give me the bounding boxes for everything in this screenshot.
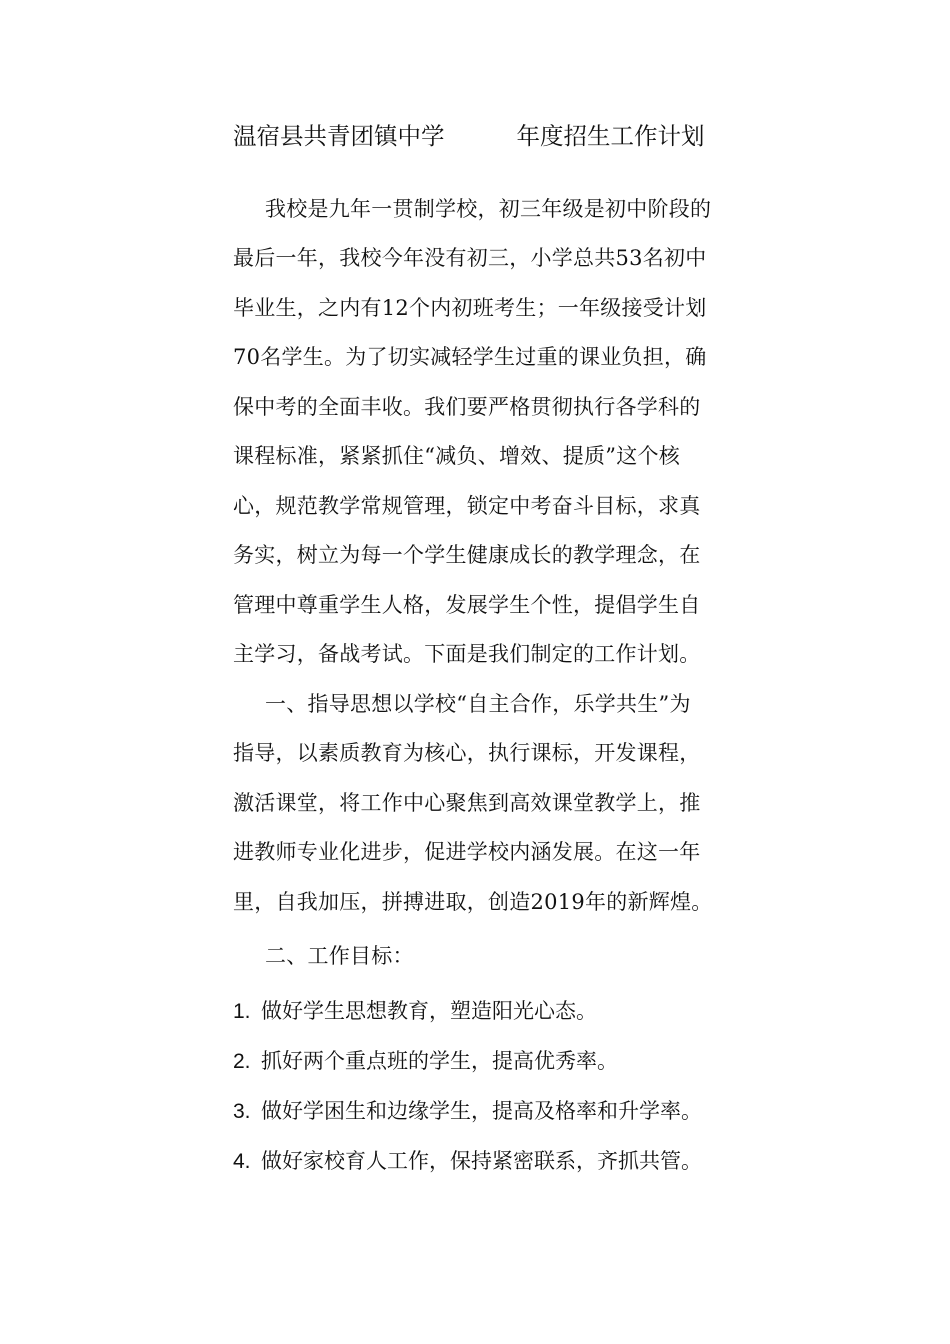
goal-text: 做好学生思想教育，塑造阳光心态。	[261, 999, 597, 1023]
document-title	[233, 116, 753, 156]
paragraph-1-line: 心，规范教学常规管理，锁定中考奋斗目标，求真	[233, 494, 701, 518]
goal-list-item	[233, 1041, 618, 1081]
goal-list-item	[233, 991, 597, 1031]
paragraph-2-line: 激活课堂，将工作中心聚焦到高效课堂教学上，推	[233, 791, 701, 815]
paragraph-1-line: 主学习，备战考试。下面是我们制定的工作计划。	[233, 642, 701, 666]
paragraph-2-line: 里，自我加压，拼搏进取，创造2019年的新辉煌。	[233, 890, 713, 914]
paragraph-1-line: 最后一年，我校今年没有初三，小学总共53名初中	[233, 246, 707, 270]
goal-text: 做好家校育人工作，保持紧密联系，齐抓共管。	[261, 1149, 702, 1173]
paragraph-2-line: 进教师专业化进步，促进学校内涵发展。在这一年	[233, 840, 701, 864]
title-plan-name: 年度招生工作计划	[516, 122, 705, 150]
goal-list-item	[233, 1091, 702, 1131]
goal-number: 4.	[233, 1150, 251, 1173]
goal-list-item	[233, 1141, 702, 1181]
paragraph-2-line: 指导，以素质教育为核心，执行课标，开发课程，	[233, 741, 701, 765]
paragraph-1-line: 70名学生。为了切实减轻学生过重的课业负担，确	[233, 345, 707, 369]
paragraph-2-line: 一、指导思想以学校“自主合作，乐学共生”为	[265, 692, 691, 716]
paragraph-1-line: 务实，树立为每一个学生健康成长的教学理念，在	[233, 543, 701, 567]
goal-number: 1.	[233, 1000, 251, 1023]
goal-text: 做好学困生和边缘学生，提高及格率和升学率。	[261, 1099, 702, 1123]
paragraph-1-line: 课程标准，紧紧抓住“减负、增效、提质”这个核	[233, 444, 680, 468]
title-school-name: 温宿县共青团镇中学	[233, 122, 445, 150]
paragraph-1-line: 毕业生，之内有12个内初班考生；一年级接受计划	[233, 296, 707, 320]
section-2-heading: 二、工作目标：	[265, 944, 414, 968]
paragraph-1-line: 管理中尊重学生人格，发展学生个性，提倡学生自	[233, 593, 701, 617]
goal-text: 抓好两个重点班的学生，提高优秀率。	[261, 1049, 618, 1073]
goal-number: 3.	[233, 1100, 251, 1123]
paragraph-1-line: 我校是九年一贯制学校，初三年级是初中阶段的	[265, 197, 712, 221]
paragraph-1-line: 保中考的全面丰收。我们要严格贯彻执行各学科的	[233, 395, 701, 419]
goal-number: 2.	[233, 1050, 251, 1073]
